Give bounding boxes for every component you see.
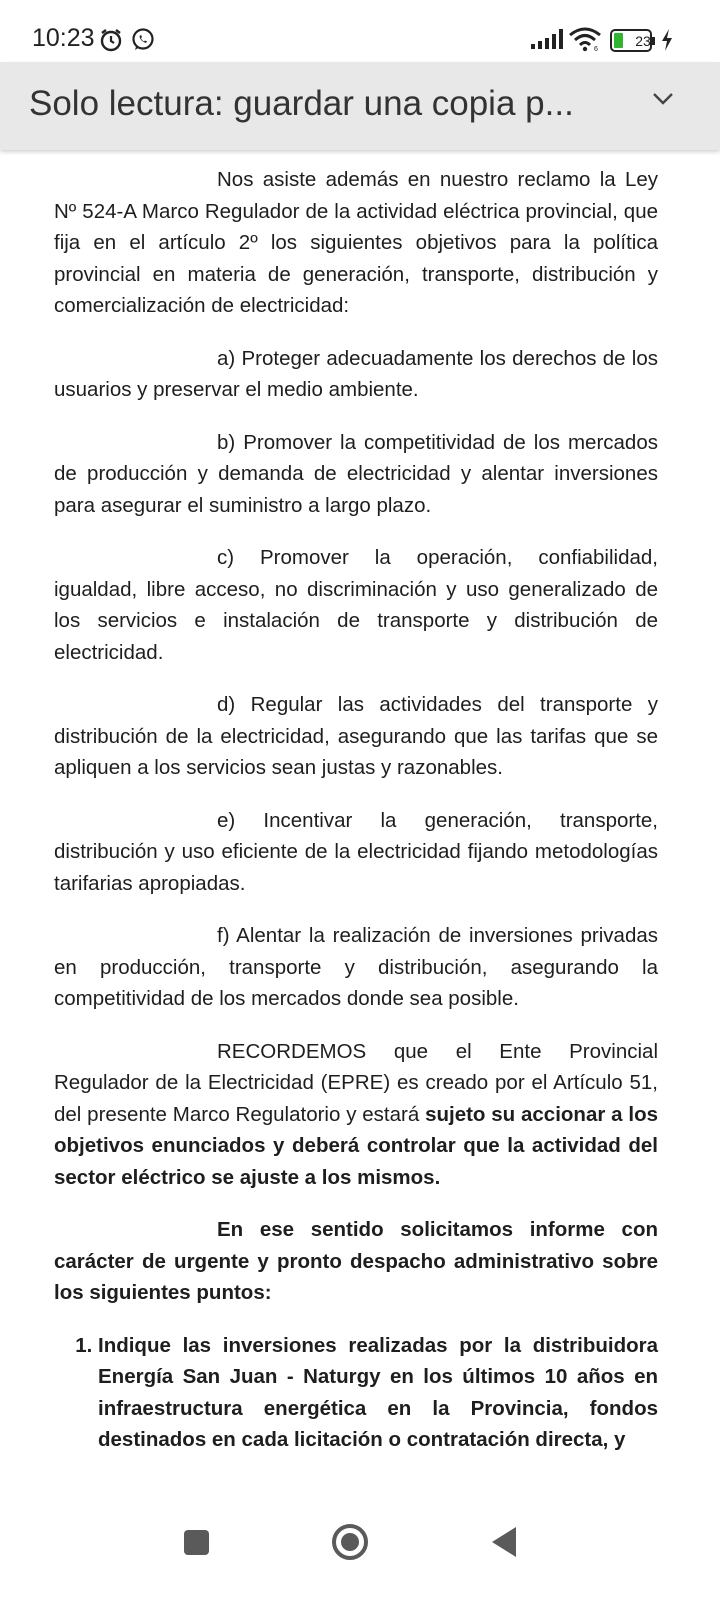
toolbar-title: Solo lectura: guardar una copia p... [29,84,574,123]
paragraph-objective-f: f) Alentar la realización de inversiones privadas en producción, transporte y distribución, asegurando la competitividad de los mercados donde sea posible. [54,924,658,1010]
paragraph-solicitud: En ese sentido solicitamos informe con carácter de urgente y pronto despacho administrativo sobre los siguientes puntos: [54,1218,658,1304]
alarm-icon [98,27,124,53]
paragraph-recordemos [54,1036,658,1194]
chevron-down-icon[interactable] [652,92,674,106]
paragraph-ley: Nos asiste además en nuestro reclamo la Ley Nº 524-A Marco Regulador de la actividad eléctrica provincial, que fija en el artículo 2º los siguientes objetivos para la política provincial en materia de generación, transporte, distribución y comercialización de electricidad: [54,168,658,317]
charging-icon [660,28,674,52]
back-triangle-icon[interactable] [474,1512,534,1572]
battery-level: 23 [635,33,651,49]
read-only-toolbar[interactable] [0,62,720,150]
status-time: 10:23 [32,24,95,52]
recordemos-bold-text: sujeto su accionar a los objetivos enunciados y deberá controlar que la actividad del sector eléctrico se ajuste a los mismos. [54,1102,658,1189]
paragraph-objective-c: c) Promover la operación, confiabilidad, igualdad, libre acceso, no discriminación y uso generalizado de los servicios e instalación de transporte y distribución de electricidad. [54,546,658,664]
document-body [54,164,658,1456]
svg-text:6: 6 [594,46,598,52]
paragraph-objective-a: a) Proteger adecuadamente los derechos de los usuarios y preservar el medio ambiente. [54,346,658,401]
paragraph-objective-b: b) Promover la competitividad de los mercados de producción y demanda de electricidad y alentar inversiones para asegurar el suministro a largo plazo. [54,430,658,517]
home-circle-icon[interactable] [320,1512,380,1572]
wifi-icon [568,26,602,52]
recents-square-icon[interactable] [166,1512,226,1572]
status-bar [0,0,720,62]
signal-icon [530,28,564,50]
paragraph-objective-d: d) Regular las actividades del transporte y distribución de la electricidad, asegurando que las tarifas que se apliquen a los servicios sean justas y razonables. [54,693,658,779]
recordemos-text: RECORDEMOS que el Ente Provincial Regulador de la Electricidad (EPRE) es creado por el Artículo 51, del presente Marco Regulatorio y estará [54,1039,658,1126]
whatsapp-icon [130,27,156,53]
navigation-bar [0,1490,720,1600]
request-list [54,1330,658,1456]
paragraph-objective-e: e) Incentivar la generación, transporte, distribución y uso eficiente de la electricidad fijando metodologías tarifarias apropiadas. [54,808,658,895]
list-item: 1. Indique las inversiones realizadas por la distribuidora Energía San Juan - Naturgy en los últimos 10 años en infraestructura energética en la Provincia, fondos destinados en cada licitación o contratación directa, y [98,1330,658,1456]
